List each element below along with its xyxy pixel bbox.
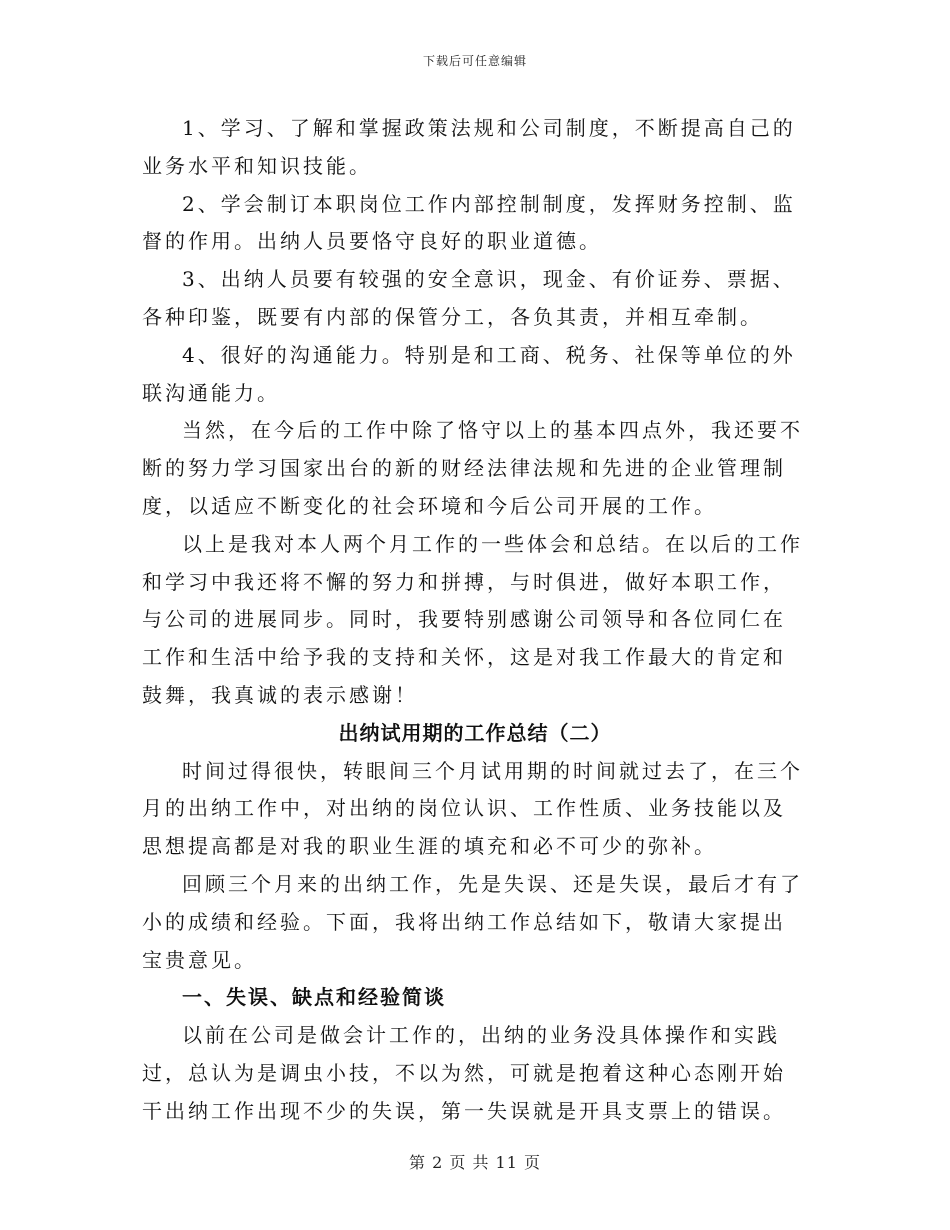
paragraph-6: 以上是我对本人两个月工作的一些体会和总结。在以后的工作和学习中我还将不懈的努力和拼搏，与时俱进，做好本职工作，与公司的进展同步。同时，我要特别感谢公司领导和各位同仁在工作和生活中给予我的支持和关怀，这是对我工作最大的肯定和鼓舞，我真诚的表示感谢！	[142, 531, 803, 707]
paragraph-9: 以前在公司是做会计工作的，出纳的业务没具体操作和实践过，总认为是调虫小技，不以为然，可就是抱着这种心态刚开始干出纳工作出现不少的失误，第一失误就是开具支票上的错误。	[142, 1023, 786, 1123]
paragraph-5: 当然，在今后的工作中除了恪守以上的基本四点外，我还要不断的努力学习国家出台的新的财经法律法规和先进的企业管理制度，以适应不断变化的社会环境和今后公司开展的工作。	[142, 418, 803, 518]
paragraph-8: 回顾三个月来的出纳工作，先是失误、还是失误，最后才有了小的成绩和经验。下面，我将出纳工作总结如下，敬请大家提出宝贵意见。	[142, 871, 803, 972]
paragraph-2: 2、学会制订本职岗位工作内部控制制度，发挥财务控制、监督的作用。出纳人员要恪守良好的职业道德。	[142, 191, 796, 254]
paragraph-1: 1、学习、了解和掌握政策法规和公司制度，不断提高自己的业务水平和知识技能。	[142, 116, 796, 178]
paragraph-3: 3、出纳人员要有较强的安全意识，现金、有价证券、票据、各种印鉴，既要有内部的保管分工，各负其责，并相互牵制。	[142, 267, 796, 329]
page-header: 下载后可任意编辑	[422, 54, 527, 68]
paragraph-4: 4、很好的沟通能力。特别是和工商、税务、社保等单位的外联沟通能力。	[142, 342, 796, 405]
document-body	[142, 110, 808, 1131]
paragraph-7: 时间过得很快，转眼间三个月试用期的时间就过去了，在三个月的出纳工作中，对出纳的岗位认识、工作性质、业务技能以及思想提高都是对我的职业生涯的填充和必不可少的弥补。	[142, 758, 803, 859]
page-footer: 第 2 页 共 11 页	[409, 1153, 541, 1172]
section-title: 出纳试用期的工作总结（二）	[338, 720, 612, 745]
subsection-heading: 一、失误、缺点和经验简谈	[182, 985, 446, 1010]
